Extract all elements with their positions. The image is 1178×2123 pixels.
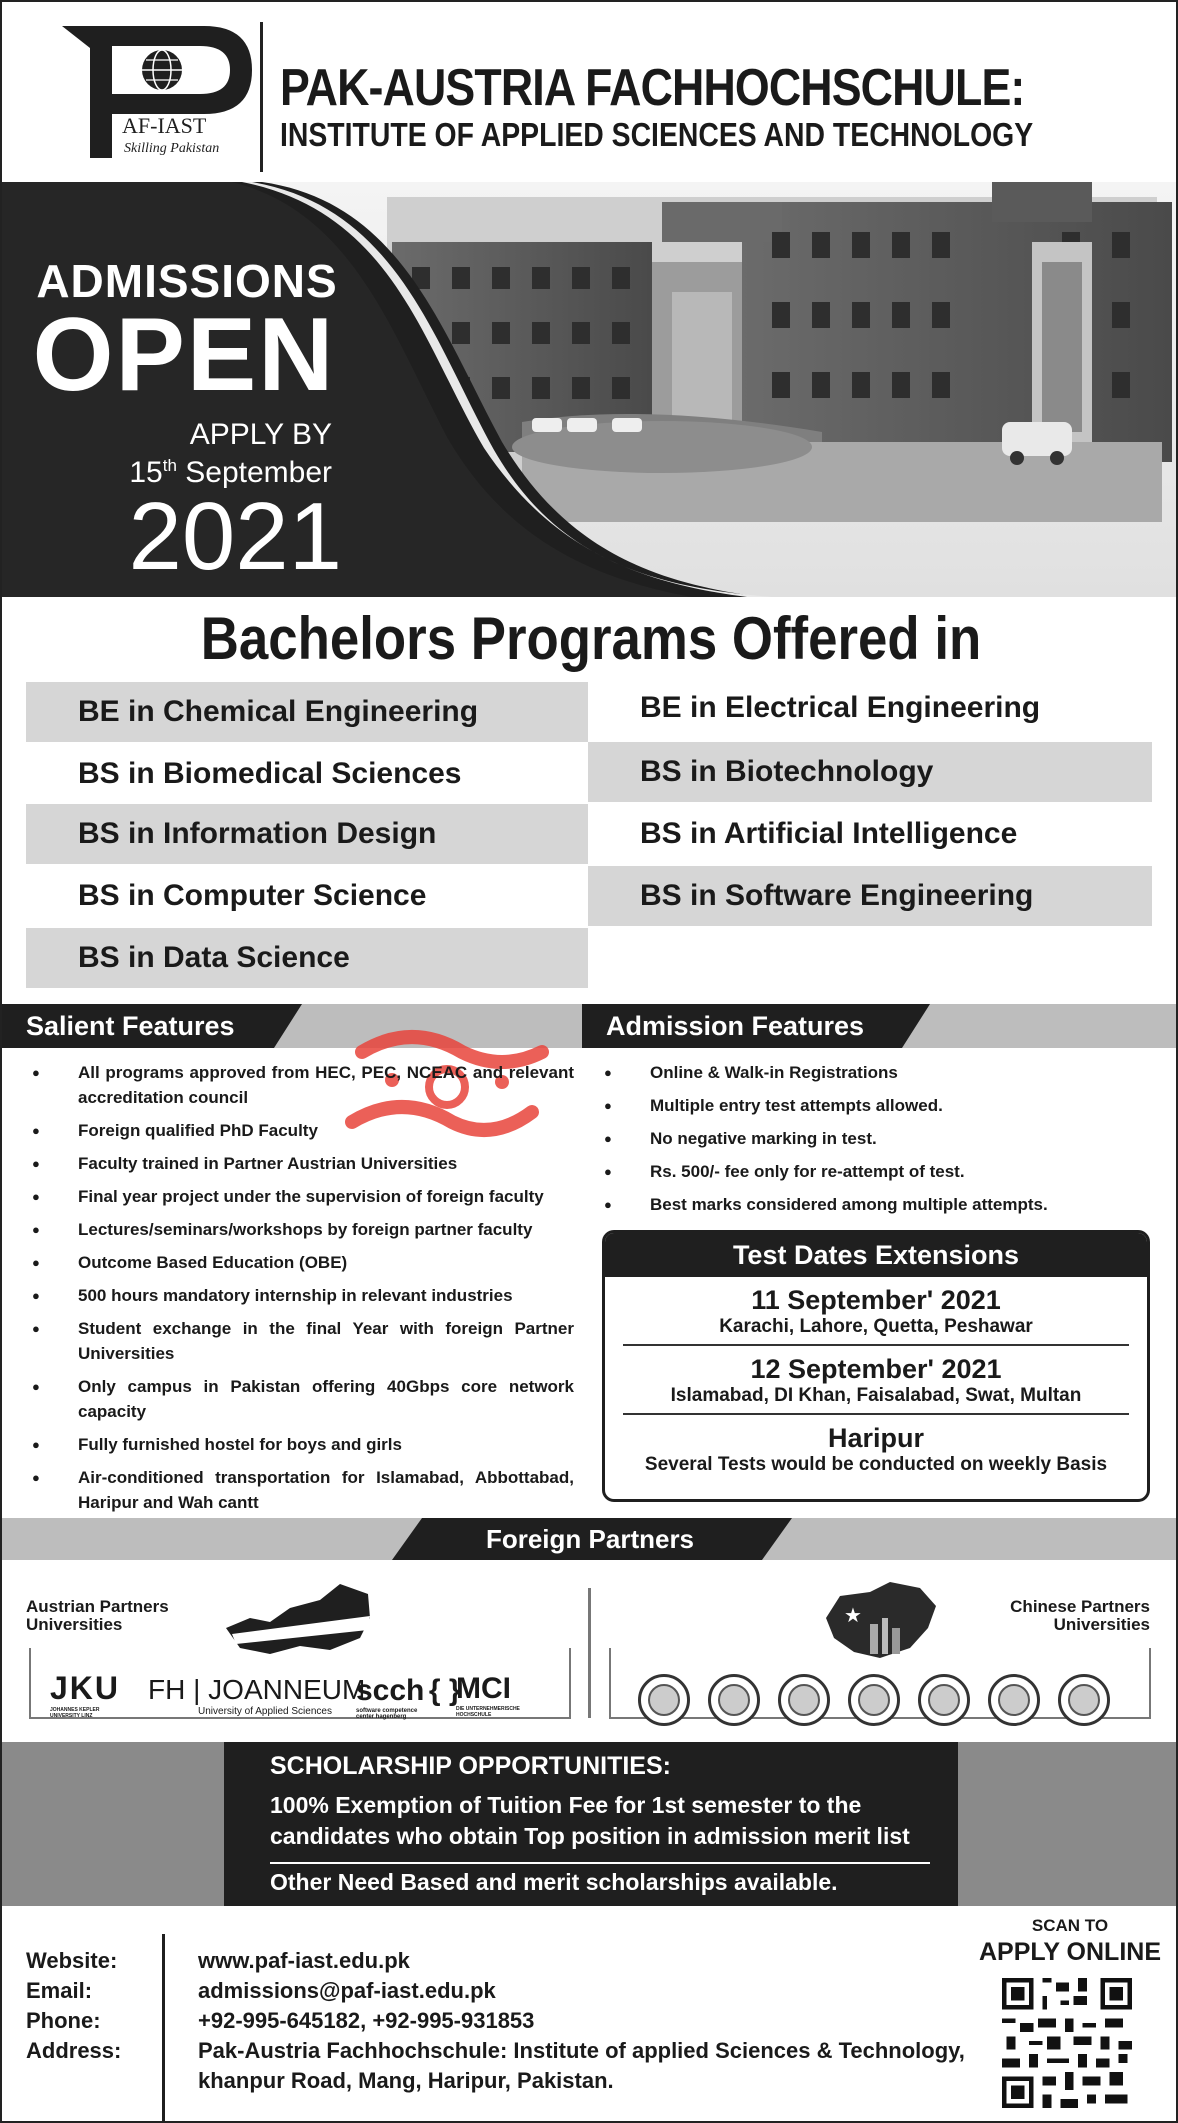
test-date: 12 September' 2021 bbox=[750, 1354, 1002, 1384]
scan-to-label: SCAN TO bbox=[1031, 1916, 1109, 1935]
test-dates-box bbox=[602, 1230, 1150, 1502]
program-item: BS in Information Design bbox=[26, 804, 588, 864]
list-item: ● All programs approved from HEC, PEC, NCEAC and relevant accreditation council bbox=[26, 1060, 574, 1110]
admissions-heading: ADMISSIONS bbox=[36, 255, 338, 307]
salient-features-list bbox=[26, 1060, 574, 1523]
list-item: ● Faculty trained in Partner Austrian Universities bbox=[26, 1151, 574, 1176]
jku-logo: JKU JOHANNES KEPLER UNIVERSITY LINZ bbox=[50, 1670, 121, 1719]
university-seal-logo bbox=[918, 1674, 970, 1726]
test-slot bbox=[605, 1346, 1147, 1407]
scholarship-text-secondary: Other Need Based and merit scholarships available. bbox=[270, 1869, 838, 1895]
email-link[interactable]: admissions@paf-iast.edu.pk bbox=[198, 1978, 496, 2003]
fh-joanneum-logo: FH | JOANNEUM University of Applied Sciences bbox=[148, 1674, 366, 1717]
list-item: ● Air-conditioned transportation for Islamabad, Abbottabad, Haripur and Wah cantt bbox=[26, 1465, 574, 1515]
program-item: BS in Software Engineering bbox=[588, 866, 1152, 926]
header-divider bbox=[260, 22, 263, 172]
list-item: ● Student exchange in the final Year with foreign Partner Universities bbox=[26, 1316, 574, 1366]
apply-online-label: APPLY ONLINE bbox=[979, 1938, 1161, 1966]
list-item: ● Outcome Based Education (OBE) bbox=[26, 1250, 574, 1275]
apply-by-label: APPLY BY bbox=[189, 418, 332, 451]
list-item: ● 500 hours mandatory internship in relevant industries bbox=[26, 1283, 574, 1308]
university-seal-logo bbox=[708, 1674, 760, 1726]
list-item: ● Only campus in Pakistan offering 40Gbps core network capacity bbox=[26, 1374, 574, 1424]
institute-subtitle: INSTITUTE OF APPLIED SCIENCES AND TECHNOLOGY bbox=[280, 116, 1034, 153]
list-item: ● Rs. 500/- fee only for re-attempt of test. bbox=[598, 1159, 1158, 1184]
scholarship-box bbox=[224, 1742, 958, 1906]
university-seal-logo bbox=[848, 1674, 900, 1726]
admission-features-list bbox=[598, 1060, 1158, 1225]
list-item: ● Multiple entry test attempts allowed. bbox=[598, 1093, 1158, 1118]
list-item: ● Online & Walk-in Registrations bbox=[598, 1060, 1158, 1085]
apply-by-date: 15th September bbox=[129, 456, 332, 489]
test-cities: Islamabad, DI Khan, Faisalabad, Swat, Multan bbox=[670, 1385, 1082, 1406]
salient-features-heading: Salient Features bbox=[26, 1010, 235, 1041]
qr-code-icon[interactable] bbox=[1002, 1978, 1132, 2108]
partners-divider bbox=[588, 1588, 591, 1718]
test-date: 11 September' 2021 bbox=[751, 1285, 1001, 1315]
logo-text: AF-IAST bbox=[122, 113, 207, 138]
list-item: ● Best marks considered among multiple attempts. bbox=[598, 1192, 1158, 1217]
program-item: BS in Artificial Intelligence bbox=[640, 817, 1018, 850]
mci-logo: MCI DIE UNTERNEHMERISCHE HOCHSCHULE bbox=[456, 1672, 520, 1718]
test-date: Haripur bbox=[827, 1423, 925, 1453]
website-link[interactable]: www.paf-iast.edu.pk bbox=[198, 1948, 410, 1973]
institute-title: PAK-AUSTRIA FACHHOCHSCHULE: bbox=[280, 59, 1025, 117]
program-item: BS in Biomedical Sciences bbox=[78, 757, 462, 790]
open-heading: OPEN bbox=[32, 297, 336, 413]
list-item: ● Fully furnished hostel for boys and girls bbox=[26, 1432, 574, 1457]
address-line: khanpur Road, Mang, Haripur, Pakistan. bbox=[198, 2068, 614, 2093]
phone-label: Phone: bbox=[26, 2008, 101, 2033]
test-slot bbox=[605, 1415, 1147, 1476]
test-slot bbox=[605, 1277, 1147, 1338]
chinese-partners-label: Chinese Partners Universities bbox=[1010, 1597, 1150, 1634]
logo-tagline: Skilling Pakistan bbox=[124, 141, 220, 156]
address-line: Pak-Austria Fachhochschule: Institute of applied Sciences & Technology, bbox=[198, 2038, 965, 2063]
svg-text:★: ★ bbox=[844, 1603, 862, 1627]
phone-numbers: +92-995-645182, +92-995-931853 bbox=[198, 2008, 535, 2033]
university-seal-logo bbox=[778, 1674, 830, 1726]
austrian-partners-label: Austrian Partners Universities bbox=[26, 1597, 169, 1634]
test-dates-heading: Test Dates Extensions bbox=[605, 1233, 1147, 1277]
address-label: Address: bbox=[26, 2038, 122, 2063]
programs-heading: Bachelors Programs Offered in bbox=[200, 605, 982, 672]
program-item: BS in Biotechnology bbox=[588, 742, 1152, 802]
program-item: BS in Data Science bbox=[26, 928, 588, 988]
university-seal-logo bbox=[638, 1674, 690, 1726]
admission-features-heading: Admission Features bbox=[606, 1010, 865, 1041]
list-item: ● No negative marking in test. bbox=[598, 1126, 1158, 1151]
university-seal-logo bbox=[1058, 1674, 1110, 1726]
scch-logo: scch { } software competence center hagenberg bbox=[356, 1674, 461, 1720]
test-cities: Several Tests would be conducted on weekly Basis bbox=[644, 1454, 1108, 1475]
divider bbox=[270, 1862, 930, 1864]
scholarship-title: SCHOLARSHIP OPPORTUNITIES: bbox=[270, 1752, 671, 1780]
contact-labels bbox=[26, 1946, 121, 2066]
af-iast-logo bbox=[54, 18, 254, 168]
website-label: Website: bbox=[26, 1948, 118, 1973]
scholarship-text: 100% Exemption of Tuition Fee for 1st semester to the candidates who obtain Top position in admission merit list bbox=[270, 1792, 910, 1849]
email-label: Email: bbox=[26, 1978, 93, 2003]
contact-values bbox=[198, 1946, 965, 2096]
list-item: ● Final year project under the supervision of foreign faculty bbox=[26, 1184, 574, 1209]
contact-divider bbox=[162, 1934, 165, 2122]
test-cities: Karachi, Lahore, Quetta, Peshawar bbox=[719, 1316, 1033, 1337]
program-item: BE in Chemical Engineering bbox=[26, 682, 588, 742]
foreign-partners-heading: Foreign Partners bbox=[485, 1524, 695, 1554]
university-seal-logo bbox=[988, 1674, 1040, 1726]
program-item: BE in Electrical Engineering bbox=[640, 691, 1041, 724]
list-item: ● Foreign qualified PhD Faculty bbox=[26, 1118, 574, 1143]
program-item: BS in Computer Science bbox=[78, 879, 427, 912]
list-item: ● Lectures/seminars/workshops by foreign partner faculty bbox=[26, 1217, 574, 1242]
apply-by-year: 2021 bbox=[128, 483, 342, 590]
